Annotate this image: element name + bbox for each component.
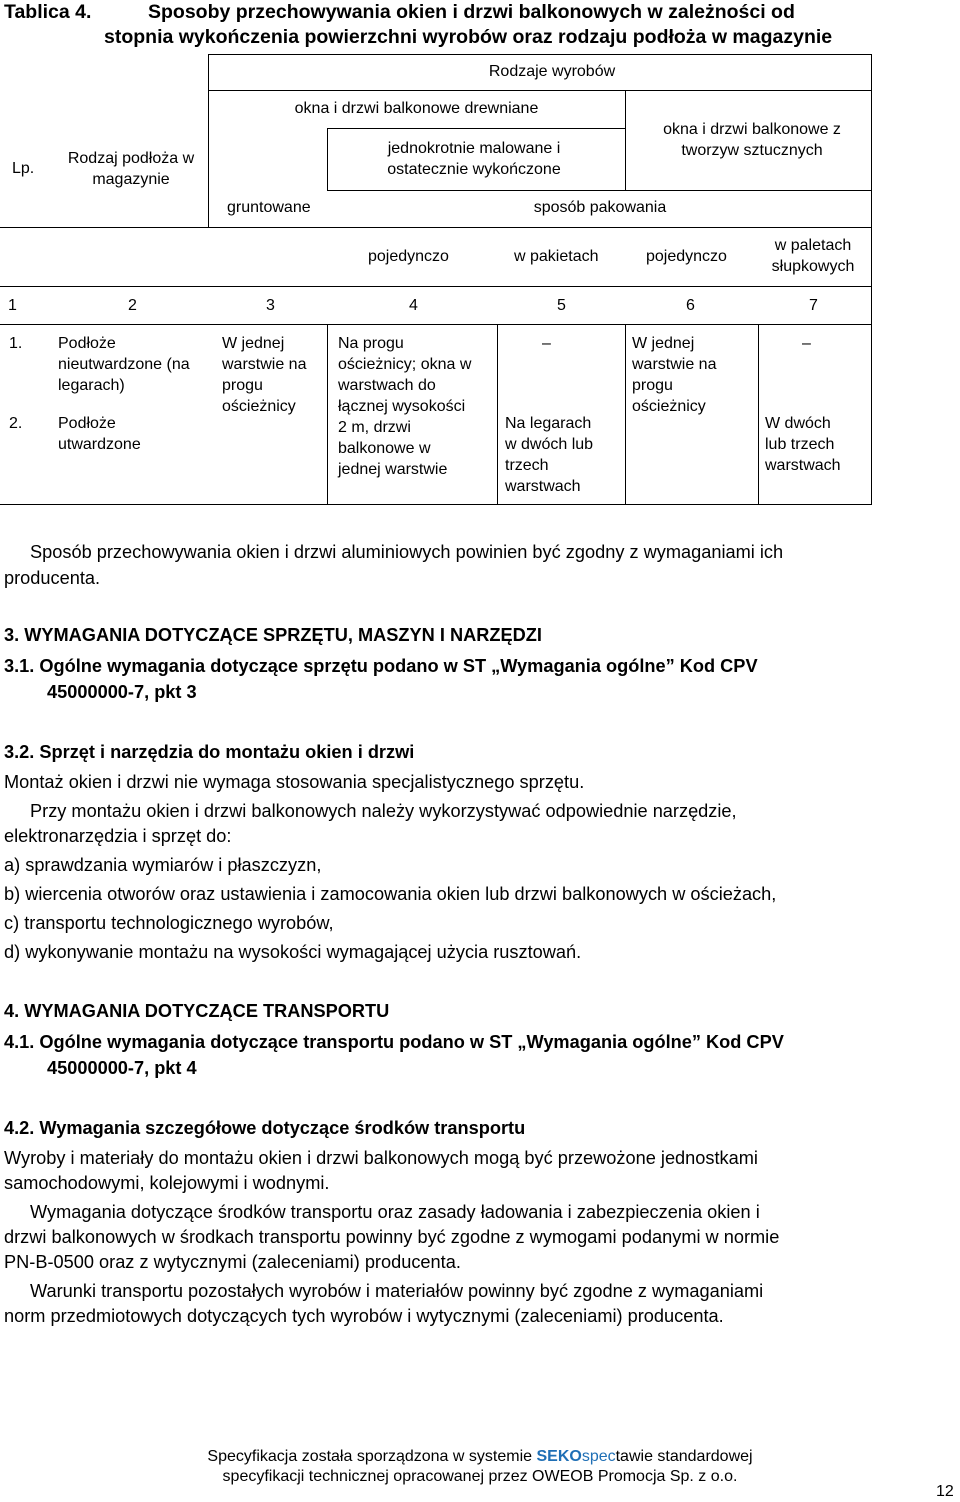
cell-col5: warstwach <box>505 478 581 495</box>
table-border <box>497 324 498 505</box>
cell-col7: warstwach <box>765 457 841 474</box>
section-heading-4-1: 45000000-7, pkt 4 <box>47 1058 197 1078</box>
header-rodzaj-line1: Rodzaj podłoża w <box>67 150 195 167</box>
row2-lp: 2. <box>9 415 23 432</box>
column-number: 3 <box>266 297 275 314</box>
header-paletach-line2: słupkowych <box>771 258 855 275</box>
header-w-pakietach: w pakietach <box>514 248 599 265</box>
sekospec-logo-spec: spec <box>581 1448 616 1465</box>
header-paletach-line1: w paletach <box>774 237 852 254</box>
page-number: 12 <box>936 1483 954 1500</box>
list-item: c) transportu technologicznego wyrobów, <box>4 913 334 933</box>
cell-col6: W jednej <box>632 335 695 352</box>
footer-line2: specyfikacji technicznej opracowanej przez OWEOB Promocja Sp. z o.o. <box>222 1468 738 1485</box>
column-number: 5 <box>557 297 566 314</box>
table-label: Tablica 4. <box>4 1 92 23</box>
column-number: 7 <box>809 297 818 314</box>
footer-line1 <box>0 1447 960 1467</box>
table-border <box>625 90 626 190</box>
paragraph-4-2: Warunki transportu pozostałych wyrobów i materiałów powinny być zgodne z wymaganiami <box>30 1281 764 1301</box>
cell-col3: W jednej <box>222 335 285 352</box>
table-border <box>208 54 209 227</box>
section-heading-3-1: 3.1. Ogólne wymagania dotyczące sprzętu podano w ST „Wymagania ogólne” Kod CPV <box>4 656 758 676</box>
table-caption <box>4 0 956 50</box>
table-border <box>208 54 872 55</box>
paragraph-4-2: Wymagania dotyczące środków transportu oraz zasady ładowania i zabezpieczenia okien i <box>30 1202 760 1222</box>
section-heading-3-2: 3.2. Sprzęt i narzędzia do montażu okien i drzwi <box>4 742 415 762</box>
sekospec-logo-seko: SEKO <box>536 1448 582 1465</box>
table-border <box>208 90 872 91</box>
paragraph-aluminium: Sposób przechowywania okien i drzwi aluminiowych powinien być zgodny z wymaganiami ich <box>30 542 784 562</box>
header-pojedynczo-1: pojedynczo <box>368 248 449 265</box>
column-number: 4 <box>409 297 418 314</box>
section-heading-4: 4. WYMAGANIA DOTYCZĄCE TRANSPORTU <box>4 1001 390 1021</box>
row1-podloze: nieutwardzone (na <box>58 356 190 373</box>
paragraph-4-2: norm przedmiotowych dotyczących tych wyrobów i wytycznymi (zaleceniami) producenta. <box>4 1306 724 1326</box>
cell-col3: progu <box>222 377 263 394</box>
section-heading-3: 3. WYMAGANIA DOTYCZĄCE SPRZĘTU, MASZYN I NARZĘDZI <box>4 625 542 645</box>
cell-col7: lub trzech <box>765 436 835 453</box>
column-number: 1 <box>8 297 17 314</box>
cell-col6: ościeżnicy <box>632 398 706 415</box>
table-border <box>327 324 328 505</box>
cell-col5-dash: – <box>542 335 551 352</box>
footer-post: tawie standardowej <box>615 1448 753 1465</box>
paragraph-3-2: elektronarzędzia i sprzęt do: <box>4 826 232 846</box>
cell-col4: warstwach do <box>338 377 436 394</box>
paragraph-3-2: Montaż okien i drzwi nie wymaga stosowania specjalistycznego sprzętu. <box>4 772 585 792</box>
cell-col4: Na progu <box>338 335 404 352</box>
cell-col6: progu <box>632 377 673 394</box>
header-gruntowane: gruntowane <box>227 199 311 216</box>
row1-podloze: Podłoże <box>58 335 116 352</box>
header-jednokrotnie-line1: jednokrotnie malowane i <box>387 140 561 157</box>
paragraph-3-2: Przy montażu okien i drzwi balkonowych należy wykorzystywać odpowiednie narzędzie, <box>30 801 737 821</box>
table-border <box>758 324 759 505</box>
paragraph-4-2: drzwi balkonowych w środkach transportu powinny być zgodne z wymogami podanymi w normie <box>4 1227 780 1247</box>
cell-col6: warstwie na <box>632 356 717 373</box>
paragraph-4-2: PN-B-0500 oraz z wytycznymi (zaleceniami) producenta. <box>4 1252 461 1272</box>
column-number: 6 <box>686 297 695 314</box>
header-rodzaje-wyrobow: Rodzaje wyrobów <box>488 63 616 80</box>
header-jednokrotnie-line2: ostatecznie wykończone <box>387 161 561 178</box>
row2-podloze: utwardzone <box>58 436 141 453</box>
header-sposob-pakowania: sposób pakowania <box>533 199 667 216</box>
section-heading-3-1: 45000000-7, pkt 3 <box>47 682 197 702</box>
paragraph-aluminium: producenta. <box>4 568 101 588</box>
table-border <box>0 324 872 325</box>
cell-col4: balkonowe w <box>338 440 431 457</box>
header-rodzaj-line2: magazynie <box>92 171 170 188</box>
cell-col5: w dwóch lub <box>505 436 594 453</box>
paragraph-4-2: Wyroby i materiały do montażu okien i drzwi balkonowych mogą być przewożone jednostkami <box>4 1148 758 1168</box>
header-drewniane: okna i drzwi balkonowe drewniane <box>294 100 539 117</box>
table-title-line1: Sposoby przechowywania okien i drzwi balkonowych w zależności od <box>148 1 795 23</box>
cell-col7: W dwóch <box>765 415 831 432</box>
table-border <box>327 128 625 129</box>
cell-col4: 2 m, drzwi <box>338 419 411 436</box>
footer-pre: Specyfikacja została sporządzona w systemie <box>207 1448 537 1465</box>
cell-col3: warstwie na <box>222 356 307 373</box>
header-tworzyw-line2: tworzyw sztucznych <box>681 142 823 159</box>
cell-col7-dash: – <box>802 335 811 352</box>
table-border <box>0 286 872 287</box>
row1-lp: 1. <box>9 335 23 352</box>
header-tworzyw-line1: okna i drzwi balkonowe z <box>663 121 841 138</box>
list-item: a) sprawdzania wymiarów i płaszczyzn, <box>4 855 322 875</box>
cell-col4: ościeżnicy; okna w <box>338 356 472 373</box>
table-border <box>625 324 626 505</box>
section-heading-4-2: 4.2. Wymagania szczegółowe dotyczące środków transportu <box>4 1118 526 1138</box>
header-pojedynczo-2: pojedynczo <box>646 248 727 265</box>
column-number: 2 <box>128 297 137 314</box>
table-border <box>0 504 872 505</box>
cell-col3: ościeżnicy <box>222 398 296 415</box>
header-lp: Lp. <box>12 160 35 177</box>
table-border <box>327 190 872 191</box>
table-border <box>0 227 872 228</box>
cell-col5: trzech <box>505 457 549 474</box>
table-border <box>327 128 328 190</box>
section-heading-4-1: 4.1. Ogólne wymagania dotyczące transportu podano w ST „Wymagania ogólne” Kod CPV <box>4 1032 784 1052</box>
paragraph-4-2: samochodowymi, kolejowymi i wodnymi. <box>4 1173 330 1193</box>
cell-col4: jednej warstwie <box>338 461 448 478</box>
row1-podloze: legarach) <box>58 377 125 394</box>
list-item: b) wiercenia otworów oraz ustawienia i zamocowania okien lub drzwi balkonowych w ościeżach, <box>4 884 777 904</box>
row2-podloze: Podłoże <box>58 415 116 432</box>
cell-col5: Na legarach <box>505 415 592 432</box>
table-title-line2: stopnia wykończenia powierzchni wyrobów oraz rodzaju podłoża w magazynie <box>104 26 833 48</box>
cell-col4: łącznej wysokości <box>338 398 466 415</box>
list-item: d) wykonywanie montażu na wysokości wymagającej użycia rusztowań. <box>4 942 582 962</box>
